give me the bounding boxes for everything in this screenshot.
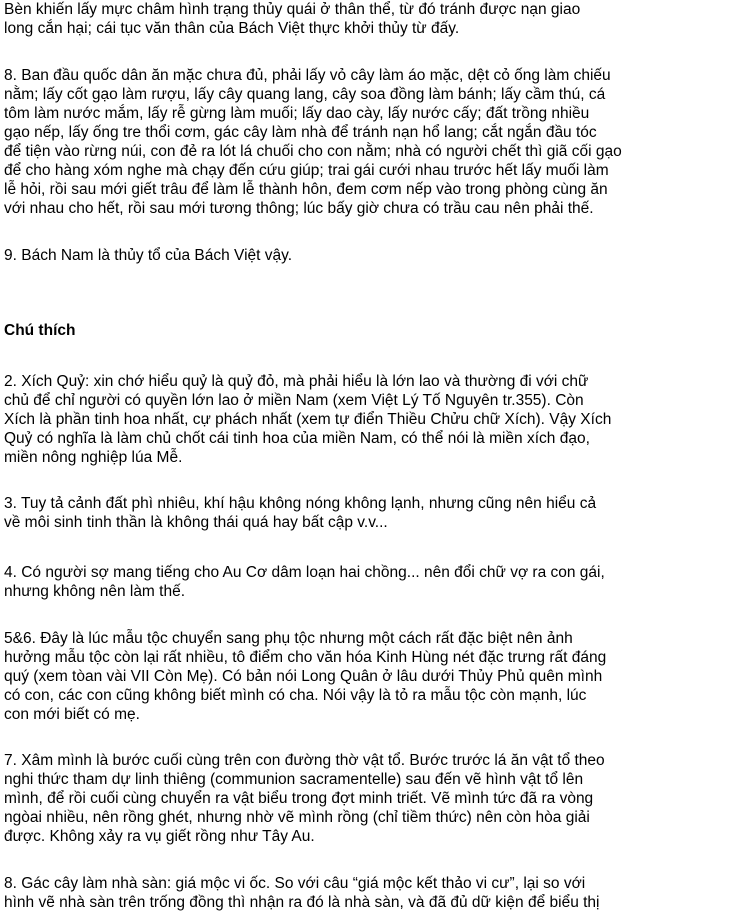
text-line: hình vẽ nhà sàn trên trống đồng thì nhận ra đó là nhà sàn, và đã đủ dữ kiện để biểu thị xyxy=(4,894,600,911)
text-line: nhưng không nên làm thế. xyxy=(4,583,186,600)
paragraph-intro xyxy=(4,0,580,38)
text-line: tôm làm nước mắm, lấy rễ gừng làm muối; lấy dao cày, lấy nước cấy; đất trồng nhiều xyxy=(4,105,590,122)
text-line: 2. Xích Quỷ: xin chớ hiểu quỷ là quỷ đỏ, mà phải hiểu là lớn lao và thường đi với chữ xyxy=(4,373,589,390)
note-3 xyxy=(4,494,596,532)
text-line: 4. Có người sợ mang tiếng cho Au Cơ dâm loạn hai chồng... nên đổi chữ vợ ra con gái, xyxy=(4,564,605,581)
text-line: long cắn hại; cái tục văn thân của Bách Việt thực khởi thủy từ đấy. xyxy=(4,20,460,37)
text-line: 8. Ban đầu quốc dân ăn mặc chưa đủ, phải lấy vỏ cây làm áo mặc, dệt cỏ ống làm chiếu xyxy=(4,67,611,84)
text-line: hưởng mẫu tộc còn lại rất nhiều, tô điểm cho văn hóa Kinh Hùng nét đặc trưng rất đáng xyxy=(4,649,607,666)
text-line: Bèn khiến lấy mực châm hình trạng thủy quái ở thân thể, từ đó tránh được nạn giao xyxy=(4,1,581,18)
notes-heading: Chú thích xyxy=(4,322,76,339)
text-line: chủ để chỉ người có quyền lớn lao ở miền Nam (xem Việt Lý Tố Nguyên tr.355). Còn xyxy=(4,392,584,409)
text-line: miền nông nghiệp lúa Mễ. xyxy=(4,449,183,466)
text-line: để tiện vào rừng núi, con đẻ ra lót lá chuối cho con nằm; nhà có người chết thì giã cối gạo xyxy=(4,143,622,160)
text-line: nghi thức tham dự linh thiêng (communion sacramentelle) sau đến vẽ hình vật tổ lên xyxy=(4,771,584,788)
text-line: về môi sinh tinh thần là không thái quá hay bất cập v.v... xyxy=(4,514,388,531)
text-line: 5&6. Đây là lúc mẫu tộc chuyển sang phụ tộc nhưng một cách rất đặc biệt nên ảnh xyxy=(4,630,573,647)
text-line: Xích là phần tinh hoa nhất, cự phách nhất (xem tự điển Thiều Chửu chữ Xích). Vậy Xích xyxy=(4,411,612,428)
text-line: được. Không xảy ra vụ giết rồng như Tây Au. xyxy=(4,828,315,845)
note-4 xyxy=(4,563,605,601)
text-line: 8. Gác cây làm nhà sàn: giá mộc vi ốc. So với câu “giá mộc kết thảo vi cư”, lại so với xyxy=(4,875,586,892)
note-2 xyxy=(4,372,611,467)
text-line: Quỷ có nghĩa là làm chủ chốt cái tinh hoa của miền Nam, có thể nói là miền xích đạo, xyxy=(4,430,590,447)
text-line: 9. Bách Nam là thủy tổ của Bách Việt vậy. xyxy=(4,247,293,264)
text-line: lễ hỏi, rồi sau mới giết trâu để làm lễ thành hôn, đem cơm nếp vào trong phòng cùng ăn xyxy=(4,181,608,198)
note-5-6 xyxy=(4,629,606,724)
text-line: nằm; lấy cốt gạo làm rượu, lấy cây quang lang, cây soa đồng làm bánh; lấy cầm thú, cá xyxy=(4,86,606,103)
paragraph-item-8 xyxy=(4,66,622,218)
text-line: quý (xem tòan vài VII Còn Mẹ). Có bản nói Long Quân ở lâu dưới Thủy Phủ quên mình xyxy=(4,668,603,685)
paragraph-item-9 xyxy=(4,246,292,265)
text-line: 7. Xâm mình là bước cuối cùng trên con đường thờ vật tổ. Bước trước lá ăn vật tổ theo xyxy=(4,752,605,769)
text-line: để cho hàng xóm nghe mà chạy đến cứu giúp; trai gái cưới nhau trước hết lấy muối làm xyxy=(4,162,609,179)
note-8 xyxy=(4,874,600,912)
text-line: 3. Tuy tả cảnh đất phì nhiêu, khí hậu không nóng không lạnh, nhưng cũng nên hiểu cả xyxy=(4,495,597,512)
text-line: ngòai nhiều, nên rồng ghét, nhưng nhờ vẽ mình rồng (chỉ tiềm thức) nên còn hòa giải xyxy=(4,809,590,826)
text-line: có con, các con cũng không biết mình có cha. Nói vậy là tỏ ra mẫu tộc còn mạnh, lúc xyxy=(4,687,587,704)
text-line: con mới biết có mẹ. xyxy=(4,706,140,723)
text-line: mình, để rồi cuối cùng chuyển ra vật biểu trong đợt minh triết. Vẽ mình tức đã ra vòng xyxy=(4,790,594,807)
text-line: gạo nếp, lấy ống tre thổi cơm, gác cây làm nhà để tránh nạn hổ lang; cắt ngắn đầu tóc xyxy=(4,124,597,141)
text-line: với nhau cho hết, rồi sau mới tương thông; lúc bấy giờ chưa có trầu cau nên phải thế. xyxy=(4,200,594,217)
note-7 xyxy=(4,751,605,846)
